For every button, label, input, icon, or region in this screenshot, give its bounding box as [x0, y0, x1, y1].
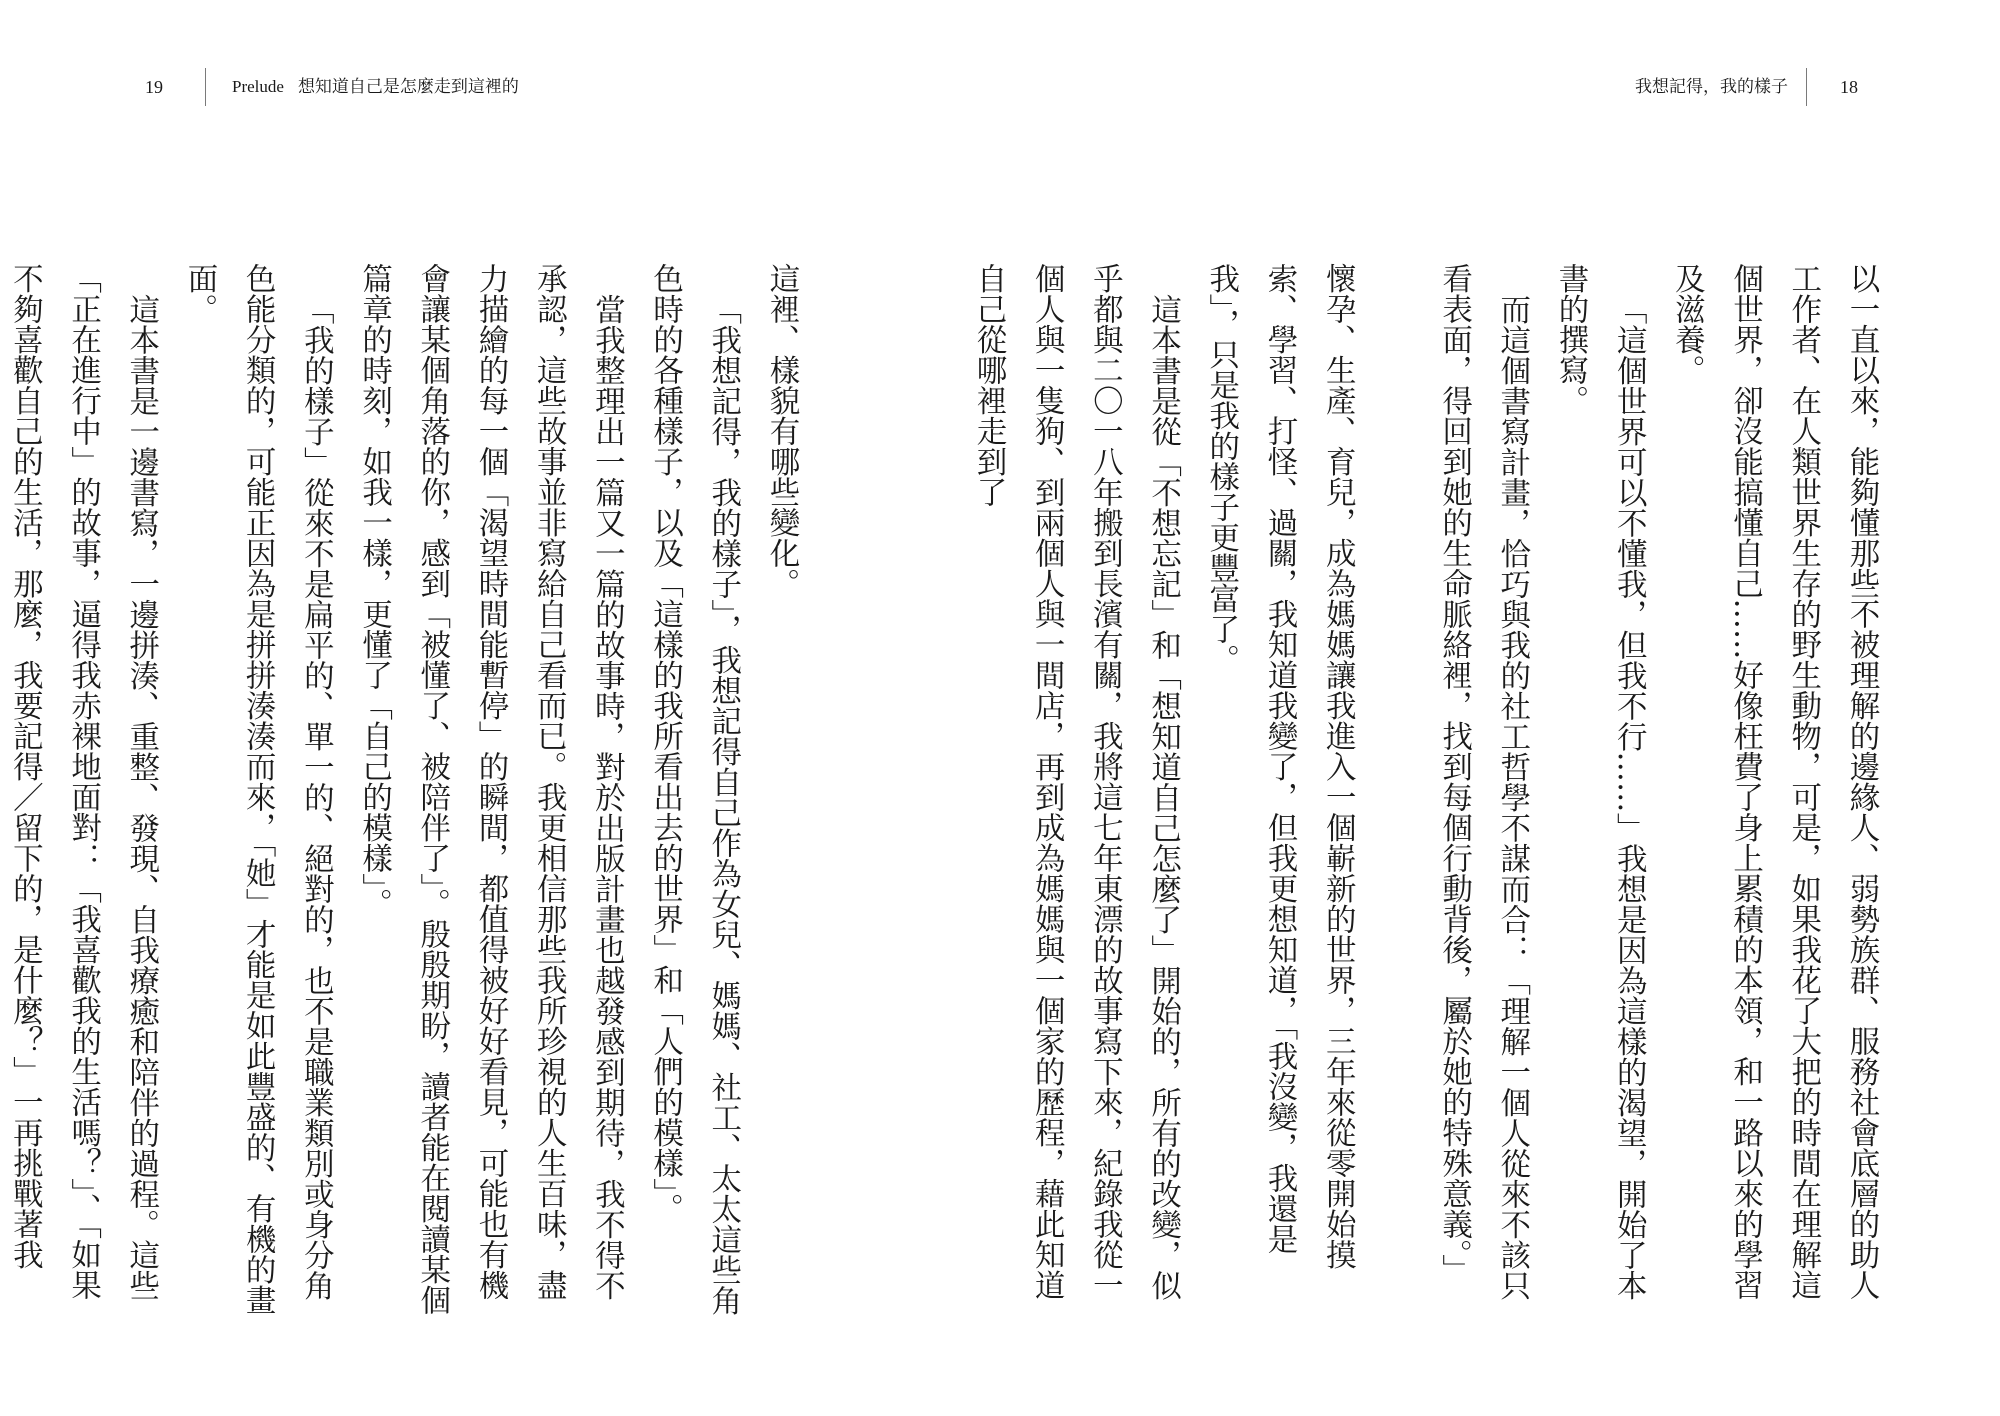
right-paragraph-4: 懷孕、生產、育兒，成為媽媽讓我進入一個嶄新的世界，三年來從零開始摸索、學習、打怪、過關，我知道我變了，但我更想知道，「我沒變，我還是我」，只是我的樣子更豐富了。	[1203, 263, 1356, 1270]
right-page-body	[970, 263, 1890, 1323]
running-head-chapter-title: 想知道自己是怎麼走到這裡的	[297, 77, 519, 96]
left-paragraph-4: 「我的樣子」從來不是扁平的、單一的、絕對的，也不是職業類別或身分角色能分類的，可能正因為是拼拼湊湊而來，「她」才能是如此豐盛的、有機的畫面。	[181, 263, 334, 1316]
left-running-head	[232, 76, 519, 98]
right-paragraph-3: 而這個書寫計畫，恰巧與我的社工哲學不謀而合：「理解一個人從來不該只看表面，得回到她的生命脈絡裡，找到每個行動背後，屬於她的特殊意義。」	[1436, 263, 1530, 1300]
left-paragraph-1: 這裡、樣貌有哪些變化。	[764, 263, 799, 599]
right-header-rule	[1806, 68, 1807, 106]
right-paragraph-5: 這本書是從「不想忘記」和「想知道自己怎麼了」開始的，所有的改變，似乎都與二〇一八年搬到長濱有關，我將這七年東漂的故事寫下來，紀錄我從一個人與一隻狗、到兩個人與一間店，再到成為媽媽與一個家的歷程，藉此知道自己從哪裡走到了	[970, 263, 1181, 1300]
left-paragraph-3: 當我整理出一篇又一篇的故事時，對於出版計畫也越發感到期待，我不得不承認，這些故事並非寫給自己看而已。我更相信那些我所珍視的人生百味，盡力描繪的每一個「渴望時間能暫停」的瞬間，都值得被好好看見，可能也有機會讓某個角落的你，感到「被懂了、被陪伴了」。殷殷期盼，讀者能在閱讀某個篇章的時刻，如我一樣，更懂了「自己的模樣」。	[356, 263, 625, 1316]
right-paragraph-1: 以一直以來，能夠懂那些不被理解的邊緣人、弱勢族群、服務社會底層的助人工作者、在人類世界生存的野生動物，可是，如果我花了大把的時間在理解這個世界，卻沒能搞懂自己……好像枉費了身上累積的本領，和一路以來的學習及滋養。	[1669, 263, 1879, 1300]
left-header-rule	[205, 68, 206, 106]
left-page-number: 19	[145, 77, 163, 97]
left-paragraph-2: 「我想記得，我的樣子」，我想記得自己作為女兒、媽媽、社工、太太這些角色時的各種樣子，以及「這樣的我所看出去的世界」和「人們的模樣」。	[647, 263, 741, 1316]
left-page-body	[7, 263, 810, 1323]
right-running-head: 我想記得，我的樣子	[1635, 77, 1788, 96]
right-paragraph-2: 「這個世界可以不懂我，但我不行……」我想是因為這樣的渴望，開始了本書的撰寫。	[1552, 263, 1647, 1300]
right-page-number: 18	[1840, 77, 1858, 97]
left-paragraph-5: 這本書是一邊書寫，一邊拼湊、重整、發現、自我療癒和陪伴的過程。這些「正在進行中」的故事，逼得我赤裸地面對：「我喜歡我的生活嗎？」、「如果不夠喜歡自己的生活，那麼，我要記得／留下的，是什麼？」一再挑戰著我	[7, 263, 159, 1300]
running-head-latin: Prelude	[232, 77, 284, 96]
